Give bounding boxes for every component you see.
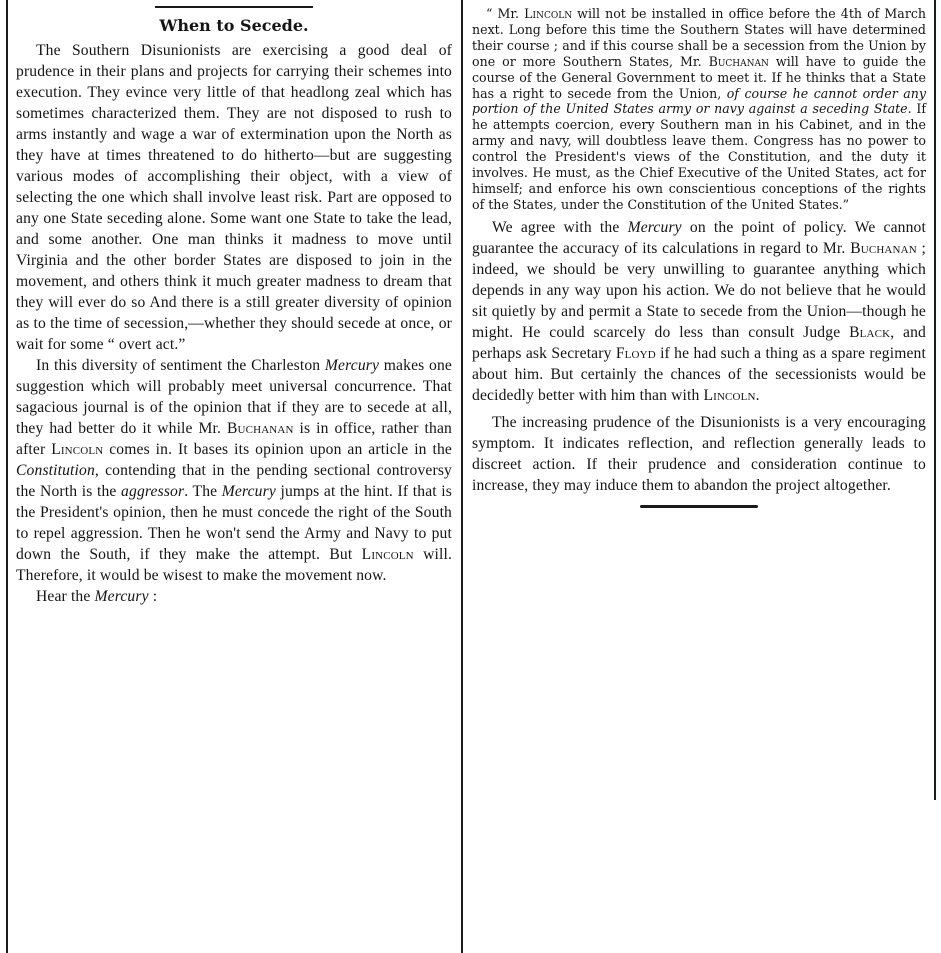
paragraph-2: In this diversity of sentiment the Charleston Mercury makes one suggestion which will probably meet universal concurrence. That sagacious journal is of the opinion that if they are to secede at all, they had better do it while Mr. Buchanan is in office, rather than after Lincoln comes in. It bases its opinion upon an article in the Constitution, contending that in the pending sectional controversy the North is the aggressor. The Mercury jumps at the hint. If that is the President's opinion, then he must concede the right of the South to repel aggression. Then he won't send the Army and Navy to put down the South, if they make the attempt. But Lincoln will. Therefore, it would be wisest to make the movement now. [16, 357, 452, 584]
paragraph-4: We agree with the Mercury on the point of policy. We cannot guarantee the accuracy of its calculations in regard to Mr. Buchanan ; indeed, we should be very unwilling to guarantee anything which depends in any way upon his action. We do not believe that he would sit quietly by and permit a State to secede from the Union—though he might. He could scarcely do less than consult Judge Black, and perhaps ask Secretary Floyd if he had such a thing as a spare regiment about him. But certainly the chances of the secessionists would be decidedly better with him than with Lincoln. [472, 218, 927, 404]
right-column [472, 0, 926, 508]
column-divider [461, 0, 463, 953]
paragraph-5: The increasing prudence of the Disunionists is a very encouraging symptom. It indicates reflection, and reflection generally leads to discreet action. If their prudence and consideration continue to increase, they may induce them to abandon the project altogether. [472, 413, 926, 494]
article-headline: When to Secede. [159, 16, 309, 35]
mercury-quotation [472, 6, 926, 213]
article-body-left [16, 40, 452, 607]
right-column-border [934, 0, 936, 800]
article-body-right [472, 217, 926, 496]
paragraph-3: Hear the Mercury : [36, 588, 158, 605]
left-column [16, 0, 452, 607]
quotation-paragraph: “ Mr. Lincoln will not be installed in office before the 4th of March next. Long before this time the Southern States will have determined their course ; and if this course shall be a secession from the Union by one or more Southern States, Mr. Buchanan will have to guide the course of the General Government to meet it. If he thinks that a State has a right to secede from the Union, of course he cannot order any portion of the United States army or navy against a seceding State. If he attempts coercion, every Southern man in his Cabinet, and in the army and navy, will doubtless leave them. Congress has no power to control the President's views of the Constitution, and the duty it involves. He must, as the Chief Executive of the United States, act for himself; and enforce his own conscientious conceptions of the rights of the States, under the Constitution of the United States.” [472, 6, 926, 212]
paragraph-1: The Southern Disunionists are exercising a good deal of prudence in their plans and projects for carrying their schemes into execution. They evince very little of that headlong zeal which has sometimes characterized them. They are not disposed to rush to arms instantly and wage a war of extermination upon the North as they have at times threatened to do hitherto—but are suggesting various modes of accomplishing their object, with a view of selecting the one which shall involve least risk. Part are opposed to any one State seceding alone. Some want one State to take the lead, and some another. One man thinks it madness to move until Virginia and the other border States are disposed to join in the movement, and others think it much greater madness to dream that they will ever do so And there is a still greater diversity of opinion as to the time of secession,—whether they should secede at once, or wait for some “ overt act.” [16, 42, 452, 353]
article-end-rule [640, 505, 758, 508]
headline-top-rule [155, 6, 313, 8]
left-column-border [6, 0, 8, 953]
